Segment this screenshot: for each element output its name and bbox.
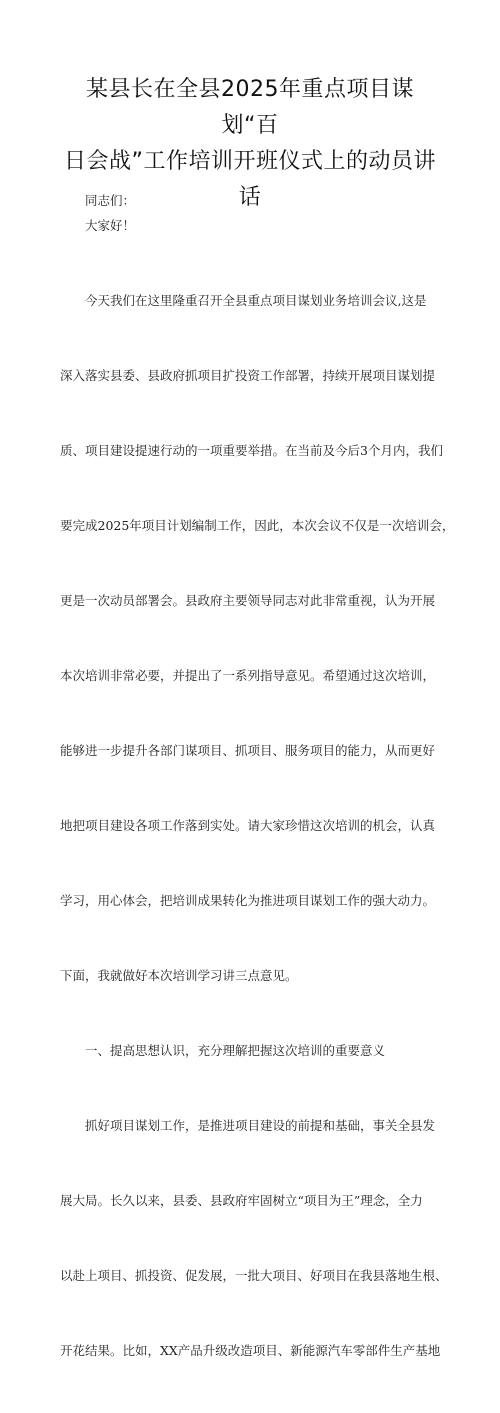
paragraph-line: 学习，用心体会，把培训成果转化为推进项目谋划工作的强大动力。 bbox=[60, 893, 436, 908]
document-body bbox=[60, 188, 455, 1413]
paragraph-line: 深入落实县委、县政府抓项目扩投资工作部署，持续开展项目谋划提 bbox=[60, 368, 436, 383]
paragraph-line: 要完成2025年项目计划编制工作，因此，本次会议不仅是一次培训会， bbox=[60, 518, 455, 533]
paragraph-line: 质、项目建设提速行动的一项重要举措。在当前及今后3个月内，我们 bbox=[60, 443, 443, 458]
greeting: 大家好！ bbox=[85, 218, 136, 233]
paragraph-line: 更是一次动员部署会。县政府主要领导同志对此非常重视，认为开展 bbox=[60, 593, 436, 608]
paragraph-line: 下面，我就做好本次培训学习讲三点意见。 bbox=[60, 968, 298, 983]
paragraph-line: 展大局。长久以来，县委、县政府牢固树立“项目为王”理念，全力 bbox=[60, 1193, 423, 1208]
title-line: 某县长在全县2025年重点项目谋划“百 bbox=[86, 77, 414, 138]
paragraph-line: 抓好项目谋划工作，是推进项目建设的前提和基础，事关全县发 bbox=[85, 1118, 436, 1133]
paragraph-line: 本次培训非常必要，并提出了一系列指导意见。希望通过这次培训， bbox=[60, 668, 436, 683]
title-line: 话 bbox=[238, 185, 262, 210]
paragraph-line: 今天我们在这里隆重召开全县重点项目谋划业务培训会议,这是 bbox=[85, 293, 427, 308]
paragraph-section1 bbox=[60, 1063, 450, 1413]
paragraph-intro bbox=[60, 238, 455, 1038]
paragraph-line: 以赴上项目、抓投资、促发展，一批大项目、好项目在我县落地生根、 bbox=[60, 1268, 448, 1283]
title-line: 日会战”工作培训开班仪式上的动员讲 bbox=[64, 149, 436, 174]
salutation: 同志们： bbox=[85, 193, 136, 208]
paragraph-line: 能够进一步提升各部门谋项目、抓项目、服务项目的能力，从而更好 bbox=[60, 743, 436, 758]
paragraph-line: 开花结果。比如，XX产品升级改造项目、新能源汽车零部件生产基地 bbox=[60, 1343, 441, 1358]
paragraph-line: 地把项目建设各项工作落到实处。请大家珍惜这次培训的机会，认真 bbox=[60, 818, 436, 833]
section-heading: 一、提高思想认识，充分理解把握这次培训的重要意义 bbox=[85, 1043, 386, 1058]
